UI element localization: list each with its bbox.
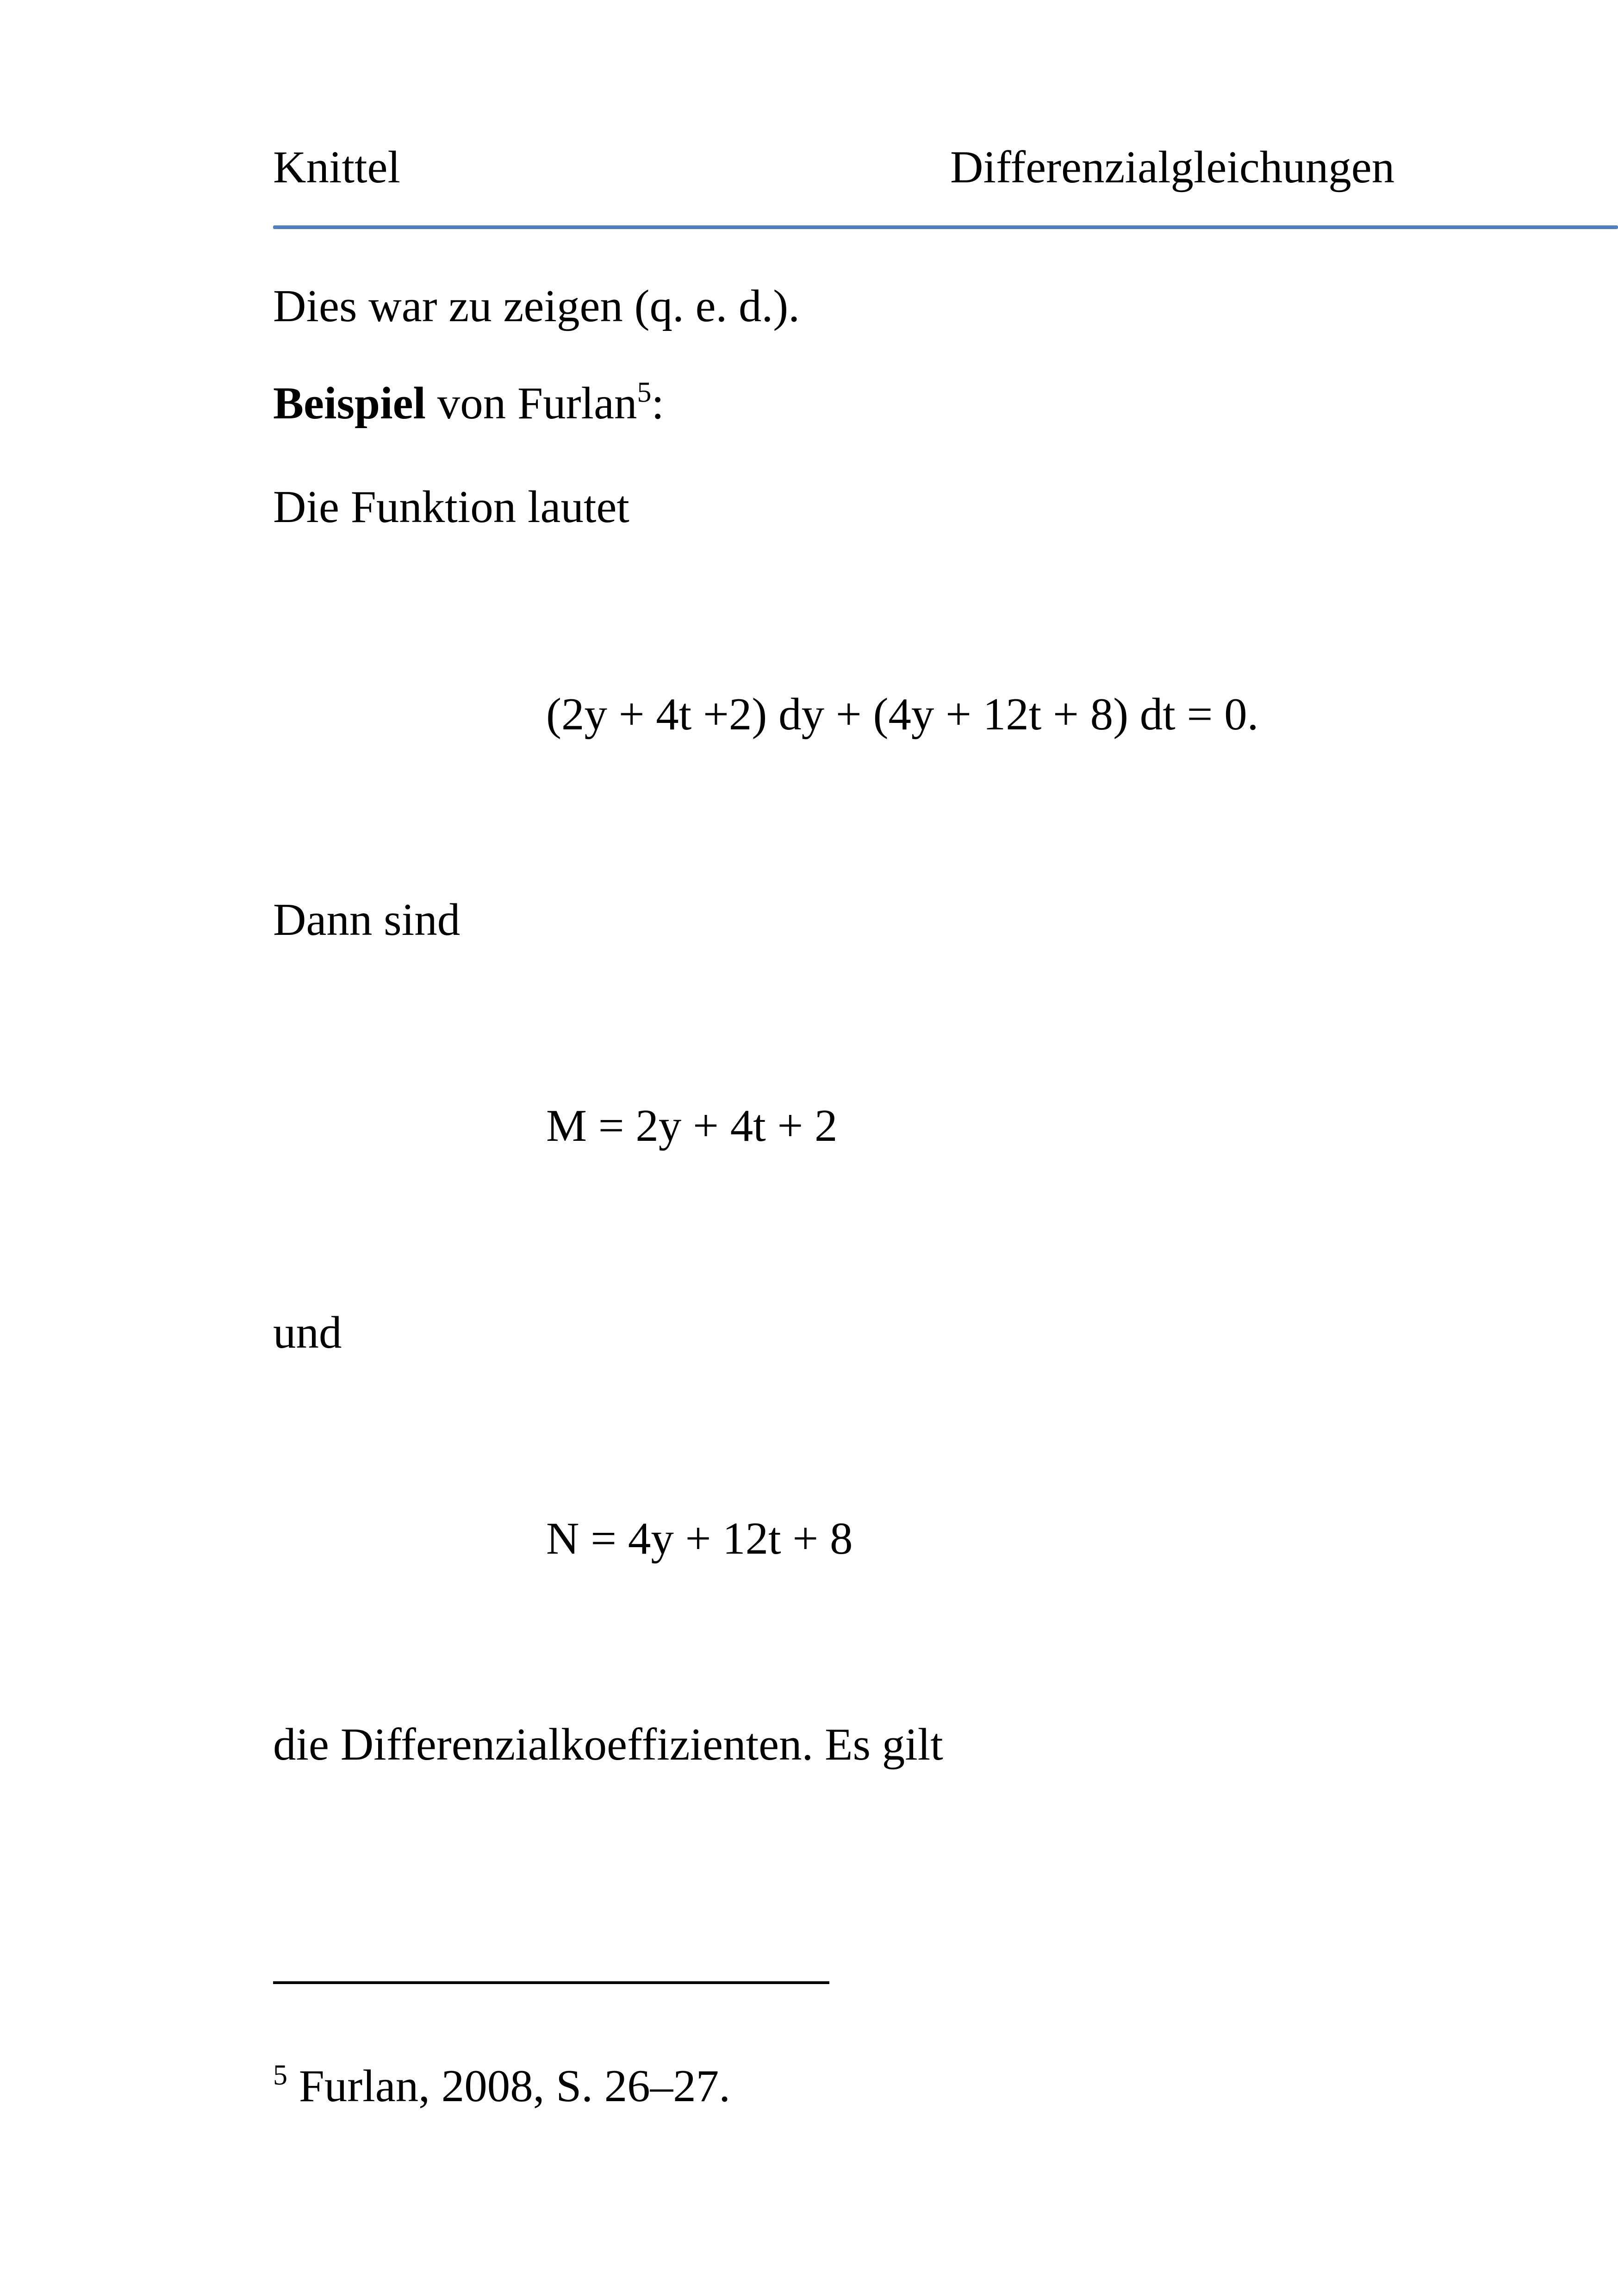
header-rule bbox=[273, 225, 1618, 229]
paragraph-qed: Dies war zu zeigen (q. e. d.). bbox=[273, 281, 800, 331]
equation-n: N = 4y + 12t + 8 bbox=[546, 1513, 853, 1564]
paragraph-example-heading bbox=[273, 377, 665, 429]
equation-m: M = 2y + 4t + 2 bbox=[546, 1101, 838, 1151]
footnote bbox=[273, 2060, 731, 2111]
paragraph-and: und bbox=[273, 1307, 342, 1358]
paragraph-coefficients: die Differenzialkoeffizienten. Es gilt bbox=[273, 1719, 943, 1770]
footnote-text: Furlan, 2008, S. 26–27. bbox=[287, 2061, 731, 2111]
footnote-number: 5 bbox=[273, 2060, 287, 2091]
example-colon: : bbox=[651, 378, 665, 429]
example-label: Beispiel bbox=[273, 378, 426, 429]
paragraph-then: Dann sind bbox=[273, 895, 461, 945]
footnote-reference: 5 bbox=[637, 377, 652, 408]
header-author: Knittel bbox=[273, 142, 400, 193]
paragraph-function-intro: Die Funktion lautet bbox=[273, 482, 629, 532]
header-title: Differenzialgleichungen bbox=[950, 142, 1395, 193]
footnote-separator bbox=[273, 1981, 829, 1984]
equation-differential: (2y + 4t +2) dy + (4y + 12t + 8) dt = 0. bbox=[546, 689, 1259, 740]
example-source-text: von Furlan bbox=[426, 378, 637, 429]
